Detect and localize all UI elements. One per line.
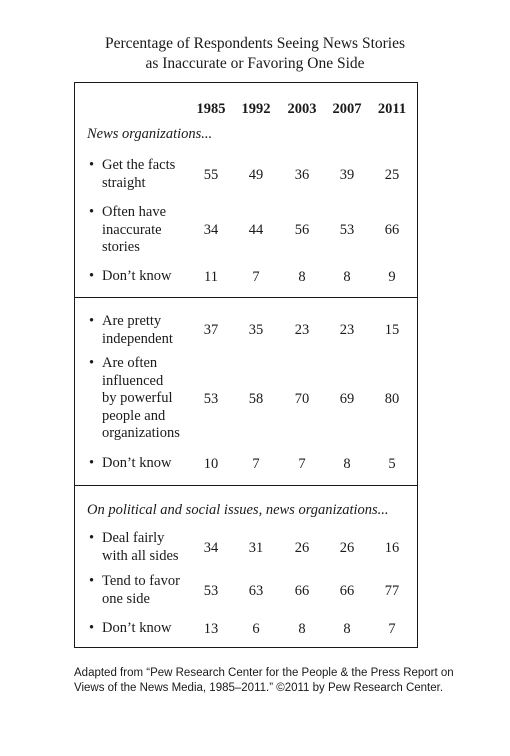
row-label-line: straight bbox=[102, 174, 146, 191]
bullet-icon: • bbox=[89, 204, 95, 220]
table-cell-2011: 9 bbox=[388, 269, 396, 285]
chart-title-line-1: Percentage of Respondents Seeing News Stories bbox=[104, 35, 406, 52]
bullet-icon: • bbox=[89, 313, 95, 329]
table-cell-1992: 35 bbox=[248, 322, 264, 338]
bullet-icon: • bbox=[89, 573, 95, 589]
row-label-line: one side bbox=[102, 590, 150, 607]
row-label-line: inaccurate bbox=[102, 221, 162, 238]
table-cell-2007: 8 bbox=[343, 269, 351, 285]
table-cell-1985: 13 bbox=[203, 621, 219, 637]
table-cell-2007: 26 bbox=[339, 540, 355, 556]
bullet-icon: • bbox=[89, 455, 95, 471]
table-cell-2003: 23 bbox=[294, 322, 310, 338]
bullet-icon: • bbox=[89, 268, 95, 284]
bullet-icon: • bbox=[89, 530, 95, 546]
row-label-line: by powerful bbox=[102, 390, 173, 406]
table-cell-2011: 7 bbox=[388, 621, 396, 637]
table-cell-1992: 49 bbox=[248, 167, 264, 183]
table-cell-2007: 39 bbox=[339, 167, 355, 183]
table-cell-2003: 70 bbox=[294, 391, 310, 407]
table-cell-2007: 53 bbox=[339, 222, 355, 238]
row-label-line: Deal fairly bbox=[102, 530, 165, 546]
section-heading: On political and social issues, news organizations... bbox=[87, 502, 389, 518]
row-label-line: Tend to favor bbox=[102, 573, 180, 589]
column-header-1992: 1992 bbox=[241, 101, 271, 117]
row-label-line: Get the facts bbox=[102, 157, 176, 173]
table-cell-2011: 25 bbox=[384, 167, 400, 183]
table-cell-2011: 66 bbox=[384, 222, 400, 238]
table-cell-2003: 26 bbox=[294, 540, 310, 556]
table-cell-2011: 80 bbox=[384, 391, 400, 407]
row-label-line: Don’t know bbox=[102, 455, 172, 471]
row-label-line: with all sides bbox=[102, 547, 179, 564]
table-cell-1985: 53 bbox=[203, 391, 219, 407]
data-table bbox=[74, 82, 418, 648]
row-label-line: Don’t know bbox=[102, 268, 172, 284]
row-label-line: independent bbox=[102, 330, 173, 347]
table-cell-2007: 69 bbox=[339, 391, 355, 407]
row-label-line: people and bbox=[102, 407, 166, 424]
source-line-1: Adapted from “Pew Research Center for the People & the Press Report on bbox=[74, 667, 454, 679]
table-cell-2003: 36 bbox=[294, 167, 310, 183]
table-cell-1985: 11 bbox=[204, 269, 218, 285]
row-label-line: Are often bbox=[102, 355, 158, 371]
table-cell-1985: 34 bbox=[203, 222, 219, 238]
table-cell-1992: 44 bbox=[248, 222, 264, 238]
table-cell-2011: 16 bbox=[384, 540, 400, 556]
source-line-2: Views of the News Media, 1985–2011.” ©2011 by Pew Research Center. bbox=[74, 682, 444, 694]
table-cell-2007: 66 bbox=[339, 583, 355, 599]
table-cell-2007: 8 bbox=[343, 621, 351, 637]
table-cell-1985: 10 bbox=[203, 456, 219, 472]
table-cell-1985: 55 bbox=[203, 167, 219, 183]
column-header-1985: 1985 bbox=[196, 101, 226, 117]
table-cell-2011: 5 bbox=[388, 456, 396, 472]
source-note bbox=[74, 666, 474, 696]
table-cell-2011: 15 bbox=[384, 322, 400, 338]
table-cell-2003: 8 bbox=[298, 621, 306, 637]
column-header-2003: 2003 bbox=[287, 101, 317, 117]
row-label-line: Often have bbox=[102, 204, 167, 220]
table-cell-2003: 66 bbox=[294, 583, 310, 599]
table-cell-1992: 7 bbox=[252, 269, 260, 285]
table-cell-2011: 77 bbox=[384, 583, 400, 599]
table-cell-1992: 7 bbox=[252, 456, 260, 472]
chart-title-line-2: as Inaccurate or Favoring One Side bbox=[145, 55, 365, 72]
table-cell-1985: 34 bbox=[203, 540, 219, 556]
section-heading: News organizations... bbox=[87, 126, 213, 142]
row-label-line: Are pretty bbox=[102, 313, 162, 329]
section-divider bbox=[75, 297, 417, 298]
column-header-2011: 2011 bbox=[377, 101, 407, 117]
column-header-2007: 2007 bbox=[332, 101, 362, 117]
table-cell-2003: 7 bbox=[298, 456, 306, 472]
bullet-icon: • bbox=[89, 620, 95, 636]
row-label-line: influenced bbox=[102, 372, 164, 389]
table-cell-1992: 31 bbox=[248, 540, 264, 556]
table-cell-2003: 56 bbox=[294, 222, 310, 238]
row-label-line: Don’t know bbox=[102, 620, 172, 636]
row-label-line: stories bbox=[102, 239, 140, 255]
bullet-icon: • bbox=[89, 355, 95, 371]
table-cell-1985: 53 bbox=[203, 583, 219, 599]
bullet-icon: • bbox=[89, 157, 95, 173]
row-label-line: organizations bbox=[102, 425, 180, 441]
table-cell-1992: 6 bbox=[252, 621, 260, 637]
table-cell-1992: 58 bbox=[248, 391, 264, 407]
table-cell-2007: 23 bbox=[339, 322, 355, 338]
table-cell-1992: 63 bbox=[248, 583, 264, 599]
section-divider bbox=[75, 485, 417, 486]
table-cell-1985: 37 bbox=[203, 322, 219, 338]
table-cell-2007: 8 bbox=[343, 456, 351, 472]
table-cell-2003: 8 bbox=[298, 269, 306, 285]
chart-title bbox=[0, 34, 510, 74]
